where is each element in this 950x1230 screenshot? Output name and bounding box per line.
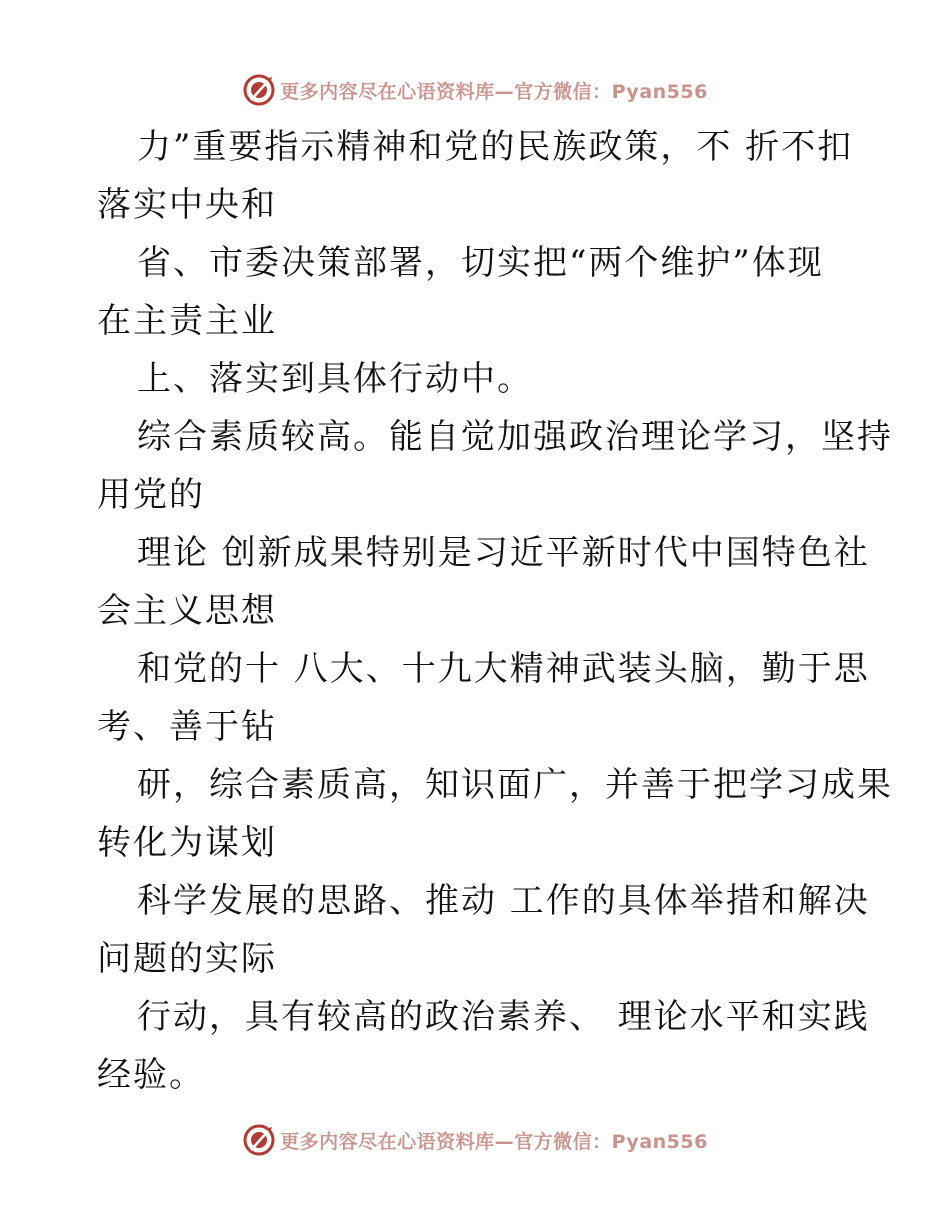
body-line: 研，综合素质高，知识面广，并善于把学习成果 <box>137 765 893 805</box>
body-line: 用党的 <box>97 475 205 515</box>
body-line: 问题的实际 <box>97 939 277 979</box>
header-banner-text: 更多内容尽在心语资料库—官方微信：Pyan556 <box>280 80 708 103</box>
footer-banner-text: 更多内容尽在心语资料库—官方微信：Pyan556 <box>280 1130 708 1153</box>
document-body <box>97 118 893 1104</box>
quill-seal-icon <box>242 73 276 107</box>
body-line: 落实中央和 <box>97 185 277 225</box>
body-line: 考、善于钻 <box>97 707 277 747</box>
body-line: 经验。 <box>97 1055 205 1095</box>
body-line: 省、市委决策部署，切实把“两个维护”体现 <box>137 243 824 283</box>
body-line: 和党的十 八大、十九大精神武装头脑，勤于思 <box>137 649 870 689</box>
body-line: 转化为谋划 <box>97 823 277 863</box>
body-line: 综合素质较高。能自觉加强政治理论学习，坚持 <box>137 417 893 457</box>
body-line: 行动，具有较高的政治素养、 理论水平和实践 <box>137 997 870 1037</box>
footer-watermark <box>0 1120 950 1160</box>
quill-seal-icon <box>242 1123 276 1157</box>
body-line: 上、落实到具体行动中。 <box>137 359 533 399</box>
body-line: 会主义思想 <box>97 591 277 631</box>
body-line: 在主责主业 <box>97 301 277 341</box>
body-line: 科学发展的思路、推动 工作的具体举措和解决 <box>137 881 870 921</box>
body-line: 力”重要指示精神和党的民族政策，不 折不扣 <box>137 127 854 167</box>
body-line: 理论 创新成果特别是习近平新时代中国特色社 <box>137 533 870 573</box>
header-watermark <box>0 70 950 110</box>
